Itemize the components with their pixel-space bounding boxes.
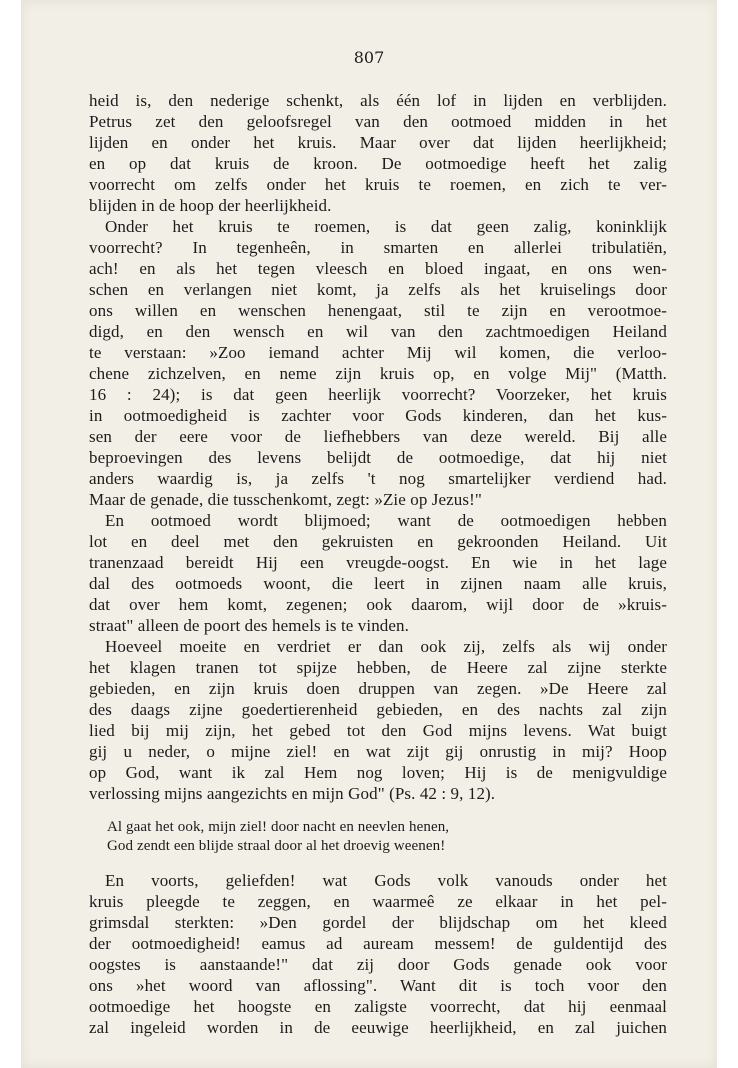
text-line: dal des ootmoeds woont, die leert in zijnen naam alle kruis, xyxy=(89,574,667,593)
paragraph xyxy=(89,870,667,1038)
verse-line: God zendt een blijde straal door al het droevig weenen! xyxy=(107,838,446,854)
text-line: tranenzaad bereidt Hij een vreugde-oogst. En wie in het lage xyxy=(89,553,667,572)
text-line: verlossing mijns aangezichts en mijn God" (Ps. 42 : 9, 12). xyxy=(89,784,496,803)
text-line: kruis pleegde te zeggen, en waarmeê ze elkaar in het pel- xyxy=(89,892,667,911)
text-line: sen der eere voor de liefhebbers van deze wereld. Bij alle xyxy=(89,427,667,446)
text-line: schen en verlangen niet komt, ja zelfs als het kruiselings door xyxy=(89,280,667,299)
text-line: lot en deel met den gekruisten en gekroonden Heiland. Uit xyxy=(89,532,667,551)
text-line: lied bij mij zijn, het gebed tot den God mijns levens. Wat buigt xyxy=(89,721,667,740)
paragraph xyxy=(89,216,667,510)
text-line: grimsdal sterkten: »Den gordel der blijdschap om het kleed xyxy=(89,913,667,932)
text-line: ons willen en wenschen henengaat, stil te zijn en verootmoe- xyxy=(89,301,667,320)
text-line: blijden in de hoop der heerlijkheid. xyxy=(89,196,332,215)
text-line: en op dat kruis de kroon. De ootmoedige heeft het zalig xyxy=(89,154,667,173)
text-line: gij u neder, o mijne ziel! en wat zijt gij onrustig in mij? Hoop xyxy=(89,742,667,761)
text-line: dat over hem komt, zegenen; ook daarom, wijl door de »kruis- xyxy=(89,595,667,614)
text-line: heid is, den nederige schenkt, als één lof in lijden en verblijden. xyxy=(89,91,667,110)
text-line: chene zichzelven, en neme zijn kruis op, en volge Mij" (Matth. xyxy=(89,364,667,383)
page-body xyxy=(89,90,667,1038)
text-line: straat" alleen de poort des hemels is te vinden. xyxy=(89,616,410,635)
text-line: beproevingen des levens belijdt de ootmoedige, dat hij niet xyxy=(89,448,667,467)
text-line: Onder het kruis te roemen, is dat geen zalig, koninklijk xyxy=(105,217,667,236)
text-line: Maar de genade, die tusschenkomt, zegt: »Zie op Jezus!" xyxy=(89,490,482,509)
page-number: 807 xyxy=(353,48,385,67)
text-line: anders waardig is, ja zelfs 't nog smartelijker verdiend had. xyxy=(89,469,667,488)
verse-line: Al gaat het ook, mijn ziel! door nacht en neevlen henen, xyxy=(107,819,450,835)
paragraph xyxy=(89,510,667,636)
text-line: het klagen tranen tot spijze hebben, de Heere zal zijne sterkte xyxy=(89,658,667,677)
text-line: oogstes is aanstaande!" dat zij door Gods genade ook voor xyxy=(89,955,667,974)
text-line: voorrecht? In tegenheên, in smarten en allerlei tribulatiën, xyxy=(89,238,667,257)
text-line: En voorts, geliefden! wat Gods volk vanouds onder het xyxy=(105,871,667,890)
text-line: digd, en den wensch en wil van den zachtmoedigen Heiland xyxy=(89,322,667,341)
paragraph xyxy=(89,90,667,216)
text-line: ons »het woord van aflossing". Want dit is toch voor den xyxy=(89,976,667,995)
verse-quote xyxy=(89,818,667,856)
text-line: der ootmoedigheid! eamus ad auream messem! de guldentijd des xyxy=(89,934,667,953)
text-line: 16 : 24); is dat geen heerlijk voorrecht? Voorzeker, het kruis xyxy=(89,385,667,404)
text-line: in ootmoedigheid is zachter voor Gods kinderen, dan het kus- xyxy=(89,406,667,425)
text-line: lijden en onder het kruis. Maar over dat lijden heerlijkheid; xyxy=(89,133,667,152)
text-line: voorrecht om zelfs onder het kruis te roemen, en zich te ver- xyxy=(89,175,667,194)
text-line: Hoeveel moeite en verdriet er dan ook zij, zelfs als wij onder xyxy=(105,637,667,656)
text-line: op God, want ik zal Hem nog loven; Hij is de menigvuldige xyxy=(89,763,667,782)
book-page xyxy=(21,0,717,1068)
text-line: te verstaan: »Zoo iemand achter Mij wil komen, die verloo- xyxy=(89,343,667,362)
text-line: Petrus zet den geloofsregel van den ootmoed midden in het xyxy=(89,112,667,131)
text-line: gebieden, en zijn kruis doen druppen van zegen. »De Heere zal xyxy=(89,679,667,698)
text-line: En ootmoed wordt blijmoed; want de ootmoedigen hebben xyxy=(105,511,667,530)
text-line: ach! en als het tegen vleesch en bloed ingaat, en ons wen- xyxy=(89,259,667,278)
text-line: ootmoedige het hoogste en zaligste voorrecht, dat hij eenmaal xyxy=(89,997,667,1016)
paragraph xyxy=(89,636,667,804)
text-line: des daags zijne goedertierenheid gebieden, en des nachts zal zijn xyxy=(89,700,667,719)
text-line: zal ingeleid worden in de eeuwige heerlijkheid, en zal juichen xyxy=(89,1018,667,1037)
